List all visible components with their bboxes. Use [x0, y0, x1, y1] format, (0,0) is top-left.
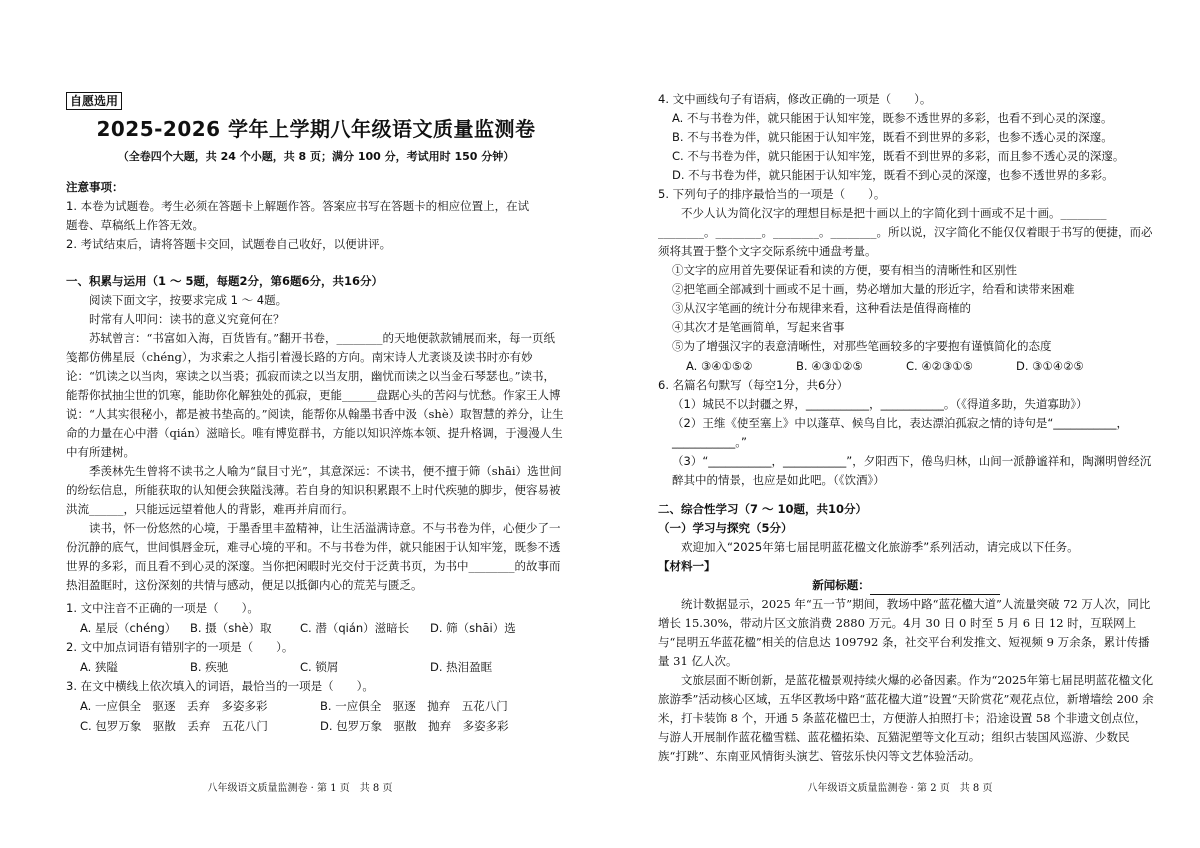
material-label: 【材料一】	[658, 559, 716, 573]
option: A. 一应俱全 驱逐 丢弃 多姿多彩	[80, 699, 268, 713]
page-footer: 八年级语文质量监测卷 · 第 1 页 共 8 页	[207, 783, 393, 794]
instruction: 阅读下面文字，按要求完成 1 ～ 4题。	[89, 293, 288, 307]
question-1: 1. 文中注音不正确的一项是（ ）。	[66, 601, 259, 615]
q6-item: （1）城民不以封疆之界，___________，___________。（《得道多助，失道寡助》）	[672, 397, 1088, 411]
q1-options	[66, 618, 566, 638]
notes	[66, 178, 566, 254]
exam-title: 2025-2026 学年上学期八年级语文质量监测卷	[96, 117, 536, 141]
option: B. 一应俱全 驱逐 抛弃 五花八门	[320, 699, 508, 713]
option: D. ③①④②⑤	[1016, 359, 1084, 373]
option: D. 热泪盈眶	[430, 660, 493, 674]
exam-subtitle: （全卷四个大题，共 24 个小题，共 8 页；满分 100 分，考试用时 150 分钟）	[117, 150, 515, 163]
q5-text: 不少人认为简化汉字的理想目标是把十画以上的字简化到十画或不足十画。________ ________。________。________。________。所以说，汉字简化不能仅仅着眼于书写的便捷，而必须将其置于整个文字交际系统中通盘考量。	[658, 206, 1153, 258]
option: B. ④③①②⑤	[796, 359, 863, 373]
news-title-blank	[870, 582, 1000, 595]
option: C. 锁屑	[300, 660, 339, 674]
question-2: 2. 文中加点词语有错别字的一项是（ ）。	[66, 640, 294, 654]
subsection-text: 欢迎加入“2025年第七届昆明蓝花楹文化旅游季”系列活动，请完成以下任务。	[681, 540, 1079, 554]
option: C. 不与书卷为伴，就只能困于认知牢笼，既看不到世界的多彩，而且参不透心灵的深邃。	[672, 149, 1125, 163]
q5-item: ①文字的应用首先要保证看和读的方便，要有相当的清晰性和区别性	[672, 263, 1017, 277]
option: D. 包罗万象 驱散 抛弃 多姿多彩	[320, 719, 509, 733]
passage-para: 时常有人叩问：读书的意义究竟何在？	[89, 312, 285, 326]
question-4: 4. 文中画线句子有语病，修改正确的一项是（ ）。	[658, 92, 932, 106]
page-footer: 八年级语文质量监测卷 · 第 2 页 共 8 页	[807, 783, 993, 794]
option: A. ③④①⑤②	[686, 359, 753, 373]
q5-item: ②把笔画全部减到十画或不足十画，势必增加大量的形近字，给看和读带来困难	[672, 282, 1075, 296]
note-item: 1. 本卷为试题卷。考生必须在答题卡上解题作答。答案应书写在答题卡的相应位置上，在试	[66, 199, 530, 213]
option: C. 潜（qián）滋暗长	[300, 621, 410, 635]
option: C. 包罗万象 驱散 丢弃 五花八门	[80, 719, 268, 733]
option: A. 狭隘	[80, 660, 118, 674]
option: A. 不与书卷为伴，就只能困于认知牢笼，既参不透世界的多彩，也看不到心灵的深邃。	[672, 111, 1113, 125]
note-item: 2. 考试结束后，请将答题卡交回，试题卷自己收好，以便讲评。	[66, 237, 392, 251]
question-5: 5. 下列句子的排序最恰当的一项是（ ）。	[658, 187, 886, 201]
news-para: 文旅层面不断创新，是蓝花楹景观持续火爆的必备因素。作为“2025年第七届昆明蓝花楹文化旅游季”活动核心区域，五华区教场中路“蓝花楹大道”设置“天阶赏花”观花点位，新增墙绘 200 余米，打卡装饰 8 个，开通 5 条蓝花楹巴士，方便游人拍照打卡；沿途设置 58 个非遗文创点位，与游人开展制作蓝花楹雪糕、蓝花楹拓染、瓦猫泥塑等文化互动；组织古装国风巡游、少数民族“打跳”、东南亚风情街头演艺、管弦乐快闪等文艺体验活动。	[658, 673, 1154, 763]
q5-item: ④其次才是笔画简单，写起来省事	[672, 320, 845, 334]
notes-heading: 注意事项：	[66, 180, 124, 194]
optional-tag: 自愿选用	[66, 92, 122, 110]
news-para: 统计数据显示，2025 年“五一节”期间，教场中路“蓝花楹大道”人流量突破 72 万人次，同比增长 15.30%，带动片区文旅消费 2880 万元。4月 30 日 0 时至 5 月 6 日 12 时，互联网上与“昆明五华蓝花楹”相关的信息达 109792 条，社交平台利发推文、短视频 9 万余条，累计传播量 31 亿人次。	[658, 597, 1151, 668]
option: C. ④②③①⑤	[906, 359, 973, 373]
option: B. 摄（shè）取	[190, 621, 272, 635]
q3-options	[66, 696, 566, 736]
option: B. 疾驰	[190, 660, 229, 674]
question-3: 3. 在文中横线上依次填入的词语，最恰当的一项是（ ）。	[66, 679, 374, 693]
section-heading: 一、积累与运用（1 ～ 5题，每题2分，第6题6分，共16分）	[66, 274, 384, 288]
q5-item: ⑤为了增强汉字的表意清晰性，对那些笔画较多的字要抱有谨慎简化的态度	[672, 339, 1052, 353]
subsection-heading: （一）学习与探究（5分）	[658, 521, 793, 535]
q2-options	[66, 657, 566, 677]
passage-para: 苏轼曾言：“书富如入海，百货皆有。”翻开书卷，________的天地便款款铺展而来，每一页纸笺都仿佛星辰（chéng），为求索之人指引着漫长路的方向。南宋诗人尤袤谈及读书时亦有妙论：“饥读之以当肉，寒读之以当裘；孤寂而读之以当友朋，幽忧而读之以当金石琴瑟也。”读书，能帮你拭抽尘世的饥寒，能助你化解独处的孤寂，更能______盘踞心头的苦闷与忧愁。作家王人博说：“人其实很秘小，都是被书垫高的。”阅读，能帮你从翰墨书香中汲（shè）取智慧的养分，让生命的力量在心中潜（qián）滋暗长。唯有博览群书，方能以知识淬炼本领、提升格调，于漫漫人生中有所建树。	[66, 331, 564, 459]
option: A. 星辰（chéng）	[80, 621, 177, 635]
note-item: 题卷、草稿纸上作答无效。	[66, 218, 204, 232]
option: D. 不与书卷为伴，就只能困于认知牢笼，既看不到心灵的深邃，也参不透世界的多彩。	[672, 168, 1114, 182]
q6-item: （3）“___________，___________”，夕阳西下，倦鸟归林，山间一派静谧祥和，陶渊明曾经沉醉其中的情景，也应是如此吧。（《饮酒》）	[672, 454, 1152, 487]
q6-item: （2）王维《使至塞上》中以蓬草、候鸟自比，表达漂泊孤寂之情的诗句是“___________，___________。”	[672, 416, 1129, 449]
passage-para: 季羡林先生曾将不读书之人喻为“鼠目寸光”，其意深远：不读书，便不擅于筛（shāi）选世间的纷纭信息，所能获取的认知便会狭隘浅薄。若自身的知识积累跟不上时代疾驰的脚步，便容易被洪流______，只能远远望着他人的背影，难再并肩而行。	[66, 464, 562, 516]
news-title-row	[658, 576, 1154, 595]
q5-options	[658, 356, 1154, 376]
page-right	[600, 0, 1200, 848]
option: B. 不与书卷为伴，就只能困于认知牢笼，既看不到世界的多彩，也参不透心灵的深邃。	[672, 130, 1113, 144]
news-title-label: 新闻标题：	[812, 578, 870, 592]
q5-item: ③从汉字笔画的统计分布规律来看，这种看法是值得商榷的	[672, 301, 971, 315]
option: D. 筛（shāi）选	[430, 621, 516, 635]
question-6: 6. 名篇名句默写（每空1分，共6分）	[658, 378, 849, 392]
passage-para: 读书，怀一份悠然的心境，于墨香里丰盈精神，让生活溢满诗意。不与书卷为伴，心便少了一份沉静的底气，世间惧唇金玩，难寻心境的平和。不与书卷为伴，就只能困于认知牢笼，既参不透世界的多彩，而且看不到心灵的深邃。当你把闲暇时光交付于泛黄书页，为书中________的故事而热泪盈眶时，这份深刻的共情与感动，便足以抵御内心的荒芜与匮乏。	[66, 521, 561, 592]
section-heading: 二、综合性学习（7 ～ 10题，共10分）	[658, 502, 868, 516]
